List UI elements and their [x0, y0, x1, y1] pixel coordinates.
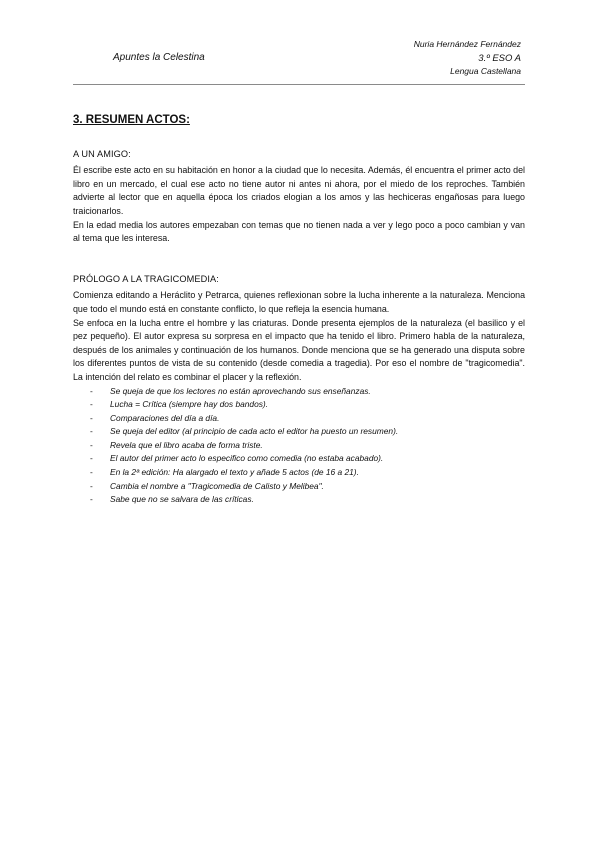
list-item [73, 480, 525, 494]
list-item [73, 385, 525, 399]
list-dash: - [90, 453, 93, 464]
spacer [73, 246, 525, 273]
list-dash: - [90, 399, 93, 410]
block-heading: A UN AMIGO: [73, 148, 131, 159]
list-dash: - [90, 385, 93, 396]
list-item [73, 412, 525, 426]
list-dash: - [90, 426, 93, 437]
list-dash: - [90, 494, 93, 505]
paragraph: Comienza editando a Heráclito y Petrarca, quienes reflexionan sobre la lucha inherente a la naturaleza. Menciona que todo el mundo está en constante conflicto, lo que refleja la esencia humana. [73, 290, 525, 314]
list-dash: - [90, 412, 93, 423]
list-item [73, 466, 525, 480]
notes-list [73, 385, 525, 507]
list-item-text: El autor del primer acto lo especifico como comedia (no estaba acabado). [110, 453, 384, 464]
list-dash: - [90, 480, 93, 491]
list-dash: - [90, 467, 93, 478]
section-title: 3. RESUMEN ACTOS: [73, 114, 190, 126]
paragraph: En la edad media los autores empezaban con temas que no tienen nada a ver y lego poco a poco cambian y van al tema que les interesa. [73, 219, 525, 244]
header-document-title: Apuntes la Celestina [113, 52, 205, 63]
block-heading: PRÓLOGO A LA TRAGICOMEDIA: [73, 273, 219, 284]
list-item-text: Se queja de que los lectores no están aprovechando sus enseñanzas. [110, 385, 371, 396]
list-item [73, 425, 525, 439]
list-item-text: Lucha = Crítica (siempre hay dos bandos). [110, 399, 269, 410]
list-item [73, 439, 525, 453]
header-divider [73, 84, 525, 85]
header-subject: Lengua Castellana [450, 66, 521, 76]
block-prologo [73, 273, 525, 507]
list-item-text: En la 2ª edición: Ha alargado el texto y añade 5 actos (de 16 a 21). [110, 467, 359, 478]
header-author: Nuria Hernández Fernández [413, 39, 521, 49]
paragraph: Se enfoca en la lucha entre el hombre y las criaturas. Donde presenta ejemplos de la naturaleza (el basilico y el pez pequeño). El autor expresa su sorpresa en el impacto que ha tenido el libro. Primero habla de la naturaleza, después de los animales y continuación de los humanos. Donde menciona que se ha generado una disputa sobre los diferentes puntos de vista de su contenido (desde comedia a tragedia). Por eso el nombre de "tragicomedia". La intención del relato es combinar el placer y la reflexión. [73, 317, 525, 382]
list-item [73, 398, 525, 412]
header-grade: 3.º ESO A [478, 52, 521, 64]
list-item-text: Se queja del editor (al principio de cada acto el editor ha puesto un resumen). [110, 426, 399, 437]
list-item-text: Revela que el libro acaba de forma triste. [110, 439, 263, 450]
list-item-text: Comparaciones del día a día. [110, 412, 220, 423]
list-item [73, 493, 525, 507]
block-a-un-amigo [73, 148, 525, 246]
list-dash: - [90, 439, 93, 450]
paragraph: Él escribe este acto en su habitación en honor a la ciudad que lo necesita. Además, él encuentra el primer acto del libro en un mercado, el cual ese acto no tiene autor ni antes ni ahora, por el miedo de los reproches. También advierte al lector que en aquella época los criados elogian a los amos y las hechiceras engañosas para luego traicionarlos. [73, 165, 525, 216]
list-item [73, 452, 525, 466]
document-body [73, 114, 525, 507]
header-info [361, 38, 521, 79]
list-item-text: Sabe que no se salvara de las críticas. [110, 494, 254, 505]
list-item-text: Cambia el nombre a "Tragicomedia de Calisto y Melibea". [110, 480, 324, 491]
